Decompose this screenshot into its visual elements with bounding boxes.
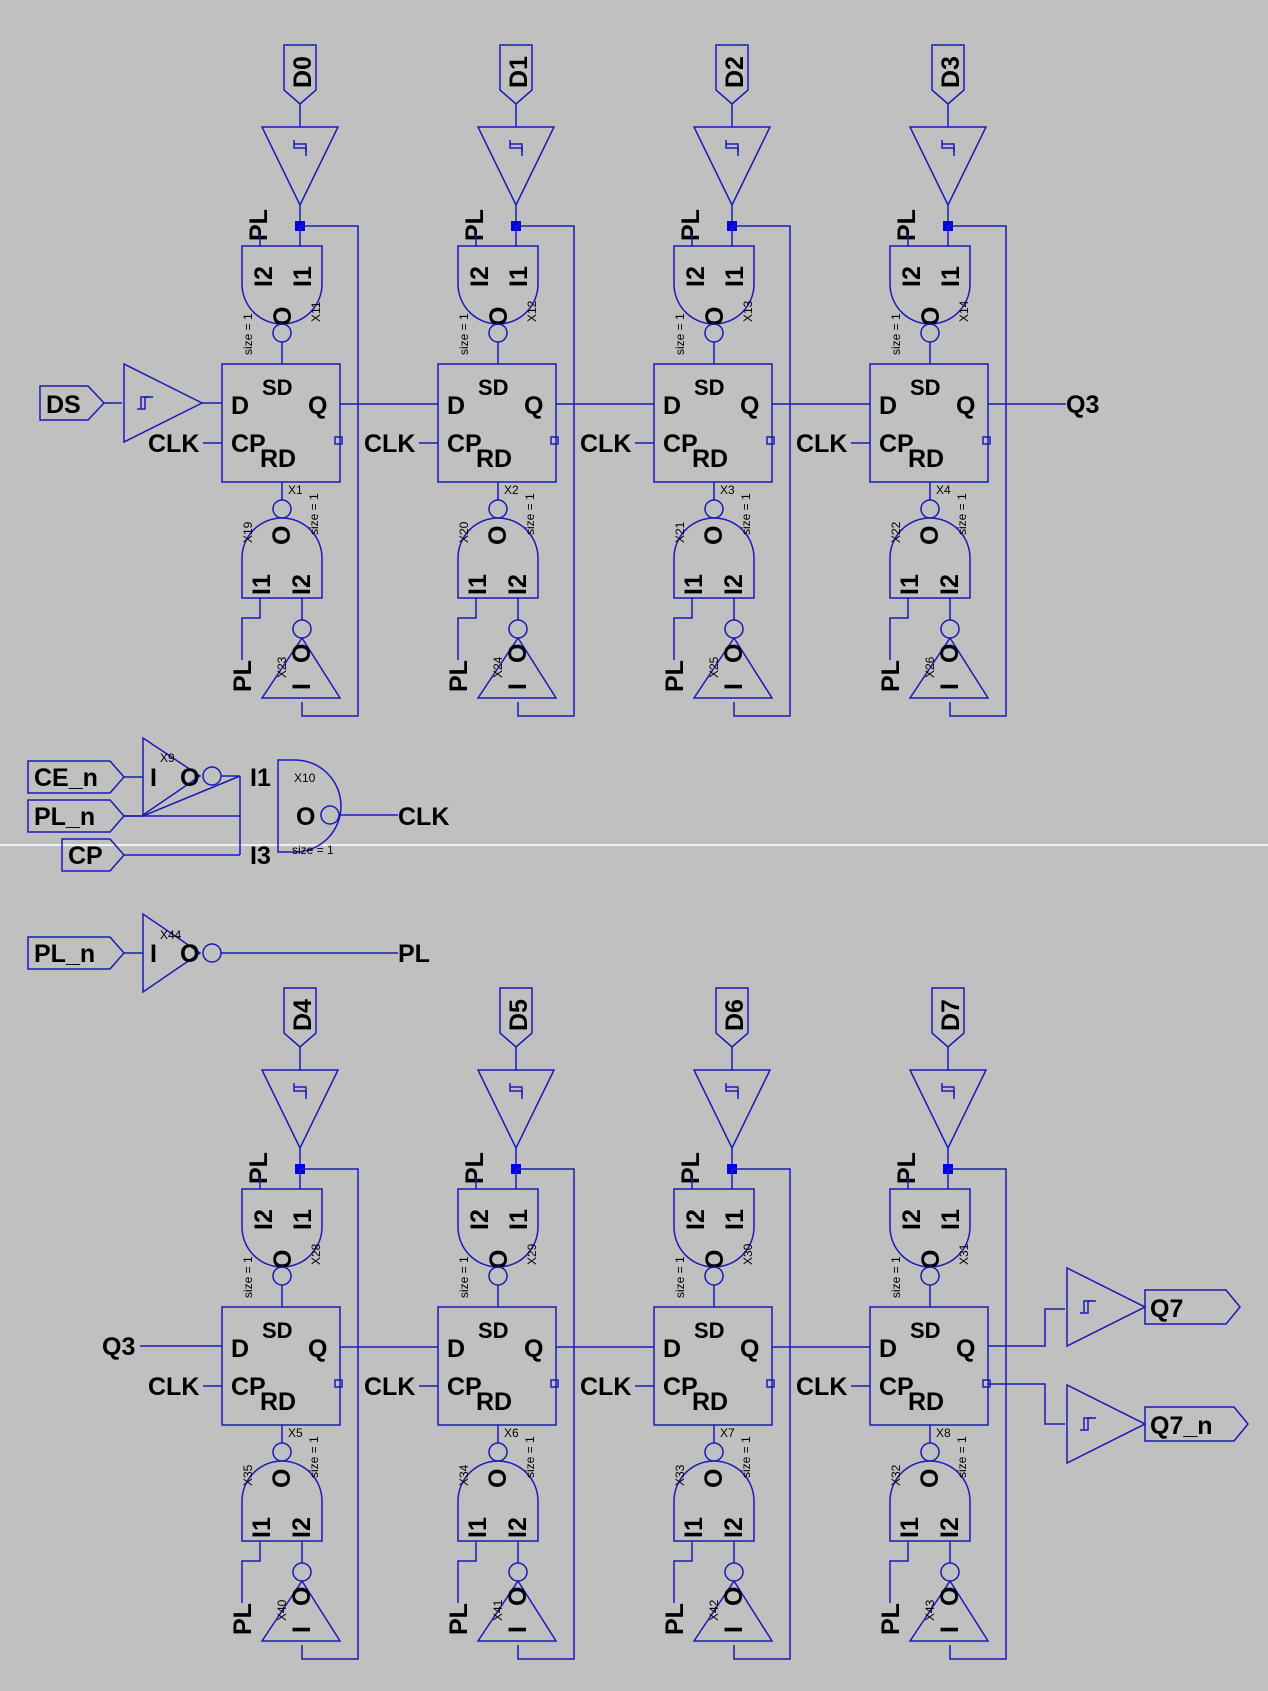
ff-pin-d: D [231,392,250,420]
pl-wire [674,1541,692,1603]
pl-wire [890,598,908,660]
inversion-bubble [321,806,339,824]
pl-label: PL [445,660,473,692]
register-stage [580,988,870,1659]
pin-label: I1 [937,1209,965,1230]
inversion-bubble [203,767,221,785]
ff-pin-cp: CP [879,1373,914,1401]
input-port-label-d4: D4 [289,999,317,1031]
pin-label: I2 [288,1517,316,1538]
ff-pin-cp: CP [231,430,266,458]
ff-pin-q: Q [956,392,976,420]
ff-pin-rd: RD [908,445,945,473]
pin-label: I2 [682,1209,710,1230]
schmitt-glyph-path [942,140,954,156]
inversion-bubble [489,500,507,518]
ff-pin-sd: SD [262,375,293,400]
pin-label: I [150,764,157,792]
ff-pin-sd: SD [910,1318,941,1343]
schmitt-glyph [726,140,738,156]
instance-label: X11 [309,301,323,322]
inversion-bubble [921,500,939,518]
size-label: size = 1 [889,313,903,355]
schmitt-buffer [262,127,338,205]
size-label: size = 1 [739,493,753,535]
pin-label: O [269,1249,297,1269]
instance-label: X20 [457,521,471,543]
instance-label: X40 [275,1599,289,1621]
clk-label: CLK [796,1373,848,1401]
ff-pin-sd: SD [694,1318,725,1343]
pl-label: PL [661,1603,689,1635]
instance-label: X10 [294,771,316,785]
schmitt-glyph-path [294,140,306,156]
instance-label: X14 [957,300,971,322]
inversion-bubble [705,500,723,518]
bottom-register-section [102,988,1248,1659]
inversion-bubble [293,620,311,638]
pin-label: O [484,525,512,545]
instance-label: X9 [160,751,175,765]
feedback-wire [300,226,358,716]
inversion-bubble [921,1443,939,1461]
instance-label: X35 [241,1464,255,1486]
schmitt-glyph [510,1083,522,1099]
pin-label: O [485,1249,513,1269]
size-label: size = 1 [241,313,255,355]
qn-pin-marker [335,1380,342,1387]
pin-label: I2 [682,266,710,287]
ff-pin-sd: SD [262,1318,293,1343]
size-label: size = 1 [739,1436,753,1478]
clk-label: CLK [796,430,848,458]
schmitt-glyph-path [1080,1301,1096,1313]
cp-label: CP [68,842,103,870]
output-q7n-label: Q7_n [1150,1412,1213,1440]
size-label: size = 1 [673,313,687,355]
pin-label: I [936,683,964,690]
register-stage [796,988,1006,1659]
pl-label: PL [445,1603,473,1635]
serial-input-label: Q3 [102,1333,136,1361]
pin-label: O [720,643,748,663]
schmitt-glyph [726,1083,738,1099]
ff-pin-q: Q [308,1335,328,1363]
input-port-label-d7: D7 [937,999,965,1031]
instance-label: X6 [504,1426,519,1440]
pl-wire [458,1541,476,1603]
clk-label: CLK [364,1373,416,1401]
instance-label: X31 [957,1243,971,1265]
pin-label: O [288,1586,316,1606]
pl-wire [890,1541,908,1603]
inversion-bubble [273,1443,291,1461]
pl-n-label: PL_n [34,803,96,831]
ff-pin-d: D [447,392,466,420]
inversion-bubble [489,1443,507,1461]
feedback-wire [948,226,1006,716]
schmitt-glyph [510,140,522,156]
clk-label: CLK [580,1373,632,1401]
qn-pin-marker [551,437,558,444]
ff-pin-d: D [879,1335,898,1363]
ff-pin-sd: SD [478,375,509,400]
inversion-bubble [725,1563,743,1581]
instance-label: X33 [673,1464,687,1486]
output-q7-label: Q7 [1150,1295,1184,1323]
size-label: size = 1 [673,1256,687,1298]
pin-label: O [180,940,200,968]
pin-label: O [720,1586,748,1606]
pin-label: I1 [248,574,276,595]
pin-label: I1 [505,1209,533,1230]
pin-label: O [700,1468,728,1488]
schmitt-glyph-path [137,397,153,409]
instance-label: X44 [160,928,182,942]
ff-pin-d: D [447,1335,466,1363]
schmitt-glyph-path [510,140,522,156]
pin-label: I [504,1626,532,1633]
schmitt-glyph-path [1080,1418,1096,1430]
instance-label: X24 [491,656,505,678]
schmitt-buffer [694,127,770,205]
pin-label: PL [461,1152,489,1184]
pin-label: I2 [936,574,964,595]
pin-label: I1 [464,1517,492,1538]
schmitt-glyph-path [726,140,738,156]
instance-label: X28 [309,1243,323,1265]
pl-label: PL [229,1603,257,1635]
pin-label: O [296,803,316,831]
input-port-label-d0: D0 [289,56,317,88]
input-port-label-d3: D3 [937,56,965,88]
ff-pin-cp: CP [447,430,482,458]
pin-label: I2 [720,1517,748,1538]
ff-pin-rd: RD [260,445,297,473]
input-port-label-d1: D1 [505,56,533,88]
ff-pin-rd: RD [908,1388,945,1416]
ce-n-label: CE_n [34,764,98,792]
instance-label: X42 [707,1599,721,1621]
pin-label: I1 [289,266,317,287]
instance-label: X29 [525,1243,539,1265]
ff-pin-rd: RD [260,1388,297,1416]
pin-label: I [936,1626,964,1633]
feedback-wire [516,1169,574,1659]
ff-pin-cp: CP [231,1373,266,1401]
pin-label: I [504,683,532,690]
pin-label: PL [245,209,273,241]
ff-pin-rd: RD [476,445,513,473]
ff-pin-sd: SD [694,375,725,400]
size-label: size = 1 [307,493,321,535]
ff-pin-sd: SD [910,375,941,400]
ff-pin-cp: CP [663,430,698,458]
size-label: size = 1 [955,493,969,535]
pin-label: O [936,1586,964,1606]
size-label: size = 1 [457,1256,471,1298]
q7n-wire [988,1384,1065,1424]
pin-label: I3 [250,842,271,870]
ff-pin-rd: RD [476,1388,513,1416]
instance-label: X13 [741,300,755,322]
pl-wire [458,598,476,660]
pin-label: I1 [721,266,749,287]
pin-label: O [701,1249,729,1269]
pl-label: PL [661,660,689,692]
output-q3-label: Q3 [1066,391,1100,419]
ff-pin-d: D [879,392,898,420]
qn-pin-marker [767,437,774,444]
register-stage [364,988,654,1659]
pin-label: I2 [250,266,278,287]
schmitt-buffer [910,1070,986,1148]
instance-label: X3 [720,483,735,497]
instance-label: X5 [288,1426,303,1440]
pin-label: PL [677,1152,705,1184]
qn-pin-marker [551,1380,558,1387]
ff-pin-rd: RD [692,445,729,473]
schmitt-glyph-path [510,1083,522,1099]
instance-label: X43 [923,1599,937,1621]
inversion-bubble [509,620,527,638]
pin-label: O [936,643,964,663]
instance-label: X32 [889,1464,903,1486]
schmitt-buffer [478,1070,554,1148]
schmitt-glyph [137,397,153,409]
inversion-bubble [941,620,959,638]
schmitt-buffer [478,127,554,205]
pin-label: I2 [504,1517,532,1538]
schmitt-glyph [942,140,954,156]
pl-n-label-2: PL_n [34,940,96,968]
clk-label: CLK [148,1373,200,1401]
pin-label: I [288,1626,316,1633]
pin-label: PL [893,1152,921,1184]
pin-label: O [701,306,729,326]
pl-label: PL [877,660,905,692]
pin-label: I1 [505,266,533,287]
input-port-label-d2: D2 [721,56,749,88]
clk-output-label: CLK [398,803,450,831]
schmitt-buffer [1067,1385,1145,1463]
size-label: size = 1 [241,1256,255,1298]
pin-label: O [504,643,532,663]
ff-pin-q: Q [956,1335,976,1363]
instance-label: X26 [923,656,937,678]
pin-label: I [288,683,316,690]
instance-label: X19 [241,521,255,543]
schmitt-glyph [1080,1301,1096,1313]
ff-pin-cp: CP [663,1373,698,1401]
pl-wire [674,598,692,660]
schmitt-glyph [942,1083,954,1099]
pin-label: I [720,1626,748,1633]
pin-label: O [916,1468,944,1488]
instance-label: X23 [275,656,289,678]
clk-label: CLK [364,430,416,458]
pin-label: O [269,306,297,326]
schmitt-buffer [910,127,986,205]
inversion-bubble [725,620,743,638]
pl-label: PL [877,1603,905,1635]
register-stage [148,988,438,1659]
instance-label: X30 [741,1243,755,1265]
inversion-bubble [293,1563,311,1581]
q7-wire [988,1309,1065,1346]
qn-pin-marker [767,1380,774,1387]
pin-label: I1 [937,266,965,287]
pin-label: O [288,643,316,663]
ff-pin-d: D [663,392,682,420]
top-register-section [40,45,1099,716]
inversion-bubble [273,500,291,518]
ff-pin-d: D [231,1335,250,1363]
schmitt-glyph-path [942,1083,954,1099]
pin-label: I1 [248,1517,276,1538]
register-stage [580,45,870,716]
schmitt-glyph-path [294,1083,306,1099]
ff-pin-sd: SD [478,1318,509,1343]
pin-label: O [484,1468,512,1488]
register-stage [148,45,438,716]
ff-pin-d: D [663,1335,682,1363]
pin-label: I1 [680,1517,708,1538]
pin-label: I1 [680,574,708,595]
pin-label: I2 [720,574,748,595]
qn-pin-marker [335,437,342,444]
schmitt-glyph [294,140,306,156]
pin-label: O [916,525,944,545]
serial-input-label: DS [46,391,81,419]
size-label: size = 1 [292,843,334,857]
pin-label: I2 [288,574,316,595]
pin-label: I2 [504,574,532,595]
input-port-label-d6: D6 [721,999,749,1031]
pin-label: I1 [464,574,492,595]
pin-label: I1 [721,1209,749,1230]
pin-label: I [720,683,748,690]
schmitt-buffer [262,1070,338,1148]
instance-label: X25 [707,656,721,678]
pin-label: O [180,764,200,792]
schmitt-glyph [294,1083,306,1099]
size-label: size = 1 [523,493,537,535]
pl-label: PL [229,660,257,692]
inversion-bubble [941,1563,959,1581]
register-stage [796,45,1006,716]
feedback-wire [732,226,790,716]
pin-label: O [700,525,728,545]
instance-label: X22 [889,521,903,543]
ff-pin-q: Q [740,392,760,420]
clk-label: CLK [580,430,632,458]
pin-label: O [917,1249,945,1269]
feedback-wire [732,1169,790,1659]
pin-label: PL [245,1152,273,1184]
clock-control-section [28,738,449,992]
schmitt-glyph [1080,1418,1096,1430]
pin-label: O [485,306,513,326]
qn-pin-marker [983,437,990,444]
pin-label: I1 [896,574,924,595]
clk-label: CLK [148,430,200,458]
pl-wire [242,1541,260,1603]
schmitt-buffer [694,1070,770,1148]
register-stage [364,45,654,716]
inversion-bubble [203,944,221,962]
instance-label: X12 [525,300,539,322]
ff-pin-q: Q [524,392,544,420]
pin-label: I2 [898,266,926,287]
ff-pin-rd: RD [692,1388,729,1416]
schmitt-buffer [1067,1268,1145,1346]
ff-pin-q: Q [524,1335,544,1363]
pin-label: I [150,940,157,968]
feedback-wire [948,1169,1006,1659]
pin-label: O [268,525,296,545]
instance-label: X41 [491,1599,505,1621]
pin-label: O [268,1468,296,1488]
pin-label: PL [677,209,705,241]
pin-label: I2 [466,1209,494,1230]
ff-pin-q: Q [740,1335,760,1363]
pl-output-label: PL [398,940,430,968]
pin-label: PL [893,209,921,241]
size-label: size = 1 [457,313,471,355]
pin-label: I1 [289,1209,317,1230]
inversion-bubble [509,1563,527,1581]
instance-label: X7 [720,1426,735,1440]
pin-label: I2 [936,1517,964,1538]
pin-label: I2 [898,1209,926,1230]
schmitt-glyph-path [726,1083,738,1099]
ff-pin-cp: CP [879,430,914,458]
feedback-wire [300,1169,358,1659]
inversion-bubble [705,1443,723,1461]
size-label: size = 1 [307,1436,321,1478]
instance-label: X21 [673,521,687,543]
size-label: size = 1 [523,1436,537,1478]
ff-pin-q: Q [308,392,328,420]
pin-label: O [504,1586,532,1606]
pl-wire [242,598,260,660]
pin-label: I1 [896,1517,924,1538]
pin-label: I2 [466,266,494,287]
pin-label: I1 [250,764,271,792]
ff-pin-cp: CP [447,1373,482,1401]
instance-label: X1 [288,483,303,497]
feedback-wire [516,226,574,716]
size-label: size = 1 [889,1256,903,1298]
instance-label: X34 [457,1464,471,1486]
instance-label: X2 [504,483,519,497]
instance-label: X8 [936,1426,951,1440]
input-port-label-d5: D5 [505,999,533,1031]
pin-label: PL [461,209,489,241]
pin-label: O [917,306,945,326]
pin-label: I2 [250,1209,278,1230]
size-label: size = 1 [955,1436,969,1478]
instance-label: X4 [936,483,951,497]
